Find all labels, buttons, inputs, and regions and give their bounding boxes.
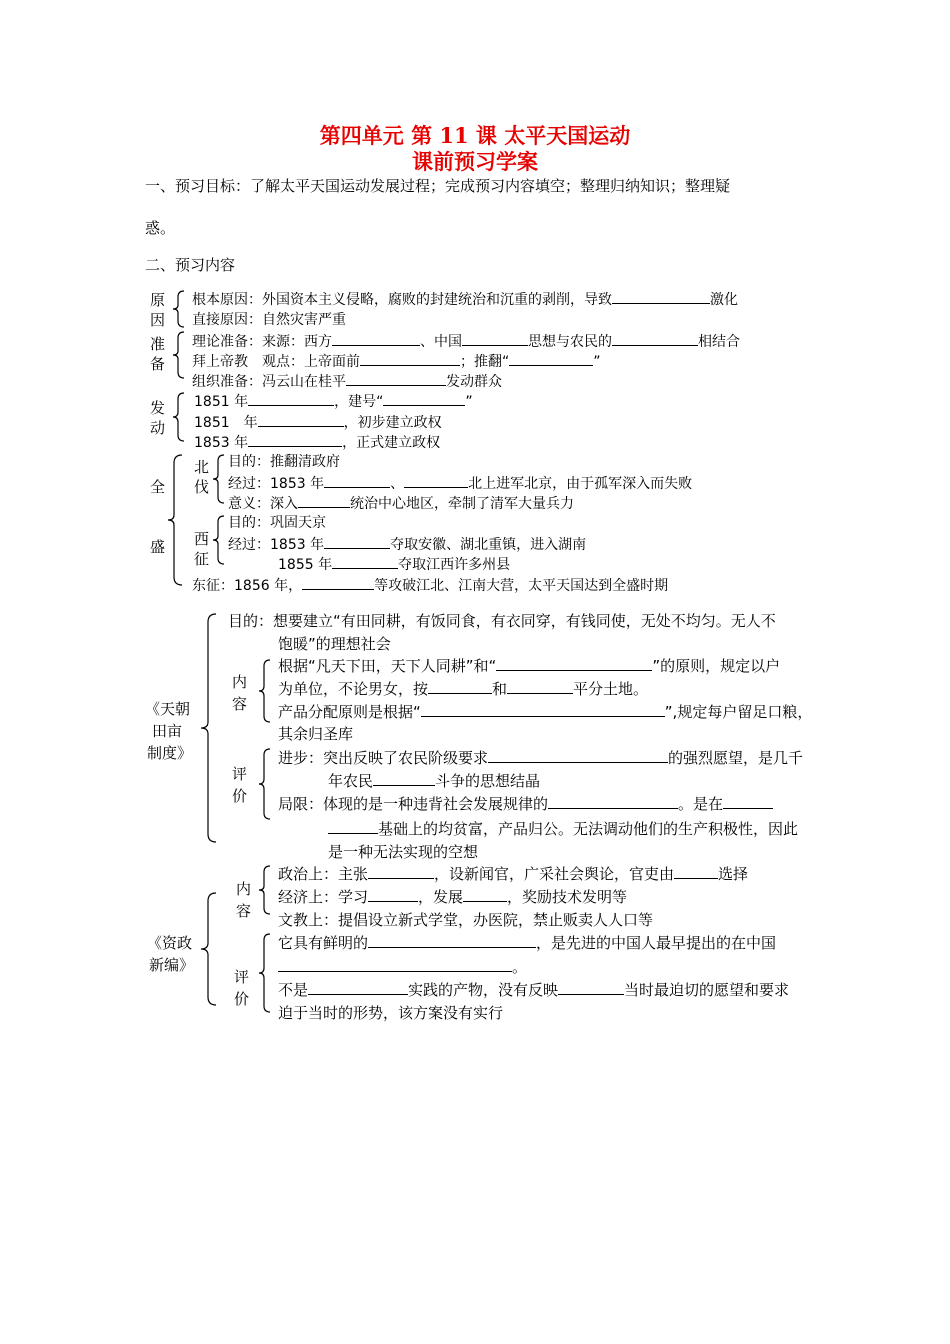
tianchao-eval-line-1	[278, 748, 803, 768]
org-prep-text: 组织准备：冯云山在桂平	[192, 374, 346, 390]
root-cause-line	[192, 289, 738, 309]
tianchao-eval-text: 。是在	[678, 795, 724, 813]
zizheng-eval-text: 实践的产物，没有反映	[408, 981, 559, 999]
side-quansheng-2: 盛	[150, 538, 166, 556]
brace-beifa	[213, 455, 224, 503]
brace-zizheng	[201, 893, 216, 1005]
brace-tianchao-eval	[259, 749, 270, 819]
tianchao-eval-text: 进步：突出反映了农民阶级要求	[278, 749, 489, 767]
side-zizheng-content-2: 容	[236, 902, 252, 920]
blank-field[interactable]	[324, 473, 390, 488]
northern-meaning-text: 统治中心地区，牵制了清军大量兵力	[350, 496, 574, 512]
brace-zizheng-content	[259, 866, 270, 914]
side-yuanyin-2: 因	[150, 311, 166, 329]
tianchao-eval-line-5: 是一种无法实现的空想	[328, 843, 479, 861]
tianchao-content-text: 为单位，不论男女，按	[278, 680, 429, 698]
blank-field[interactable]	[258, 412, 344, 427]
blank-field[interactable]	[332, 331, 420, 346]
zizheng-economy-line	[278, 887, 627, 907]
zizheng-content-text: 经济上：学习	[278, 888, 369, 906]
tianchao-content-line-2	[278, 679, 648, 699]
tianchao-content-line-4: 其余归圣库	[278, 725, 354, 743]
side-zizheng-eval-1: 评	[234, 968, 250, 986]
launch-text: ，初步建立政权	[343, 415, 442, 431]
western-process-text: 夺取安徽、湖北重镇，进入湖南	[390, 537, 587, 553]
brace-zizheng-eval	[259, 934, 270, 1012]
zizheng-eval-line-2	[278, 957, 527, 977]
zizheng-eval-text: 当时最迫切的愿望和要求	[624, 981, 790, 999]
blank-field[interactable]	[278, 957, 512, 972]
tianchao-eval-line-2	[328, 771, 540, 791]
blank-field[interactable]	[248, 432, 342, 447]
northern-process-line	[228, 473, 692, 493]
zizheng-eval-line-1	[278, 933, 776, 953]
northern-process-text: 、	[390, 476, 405, 492]
zizheng-content-text: ，奖励技术发明等	[507, 888, 628, 906]
side-yuanyin-1: 原	[150, 291, 166, 309]
blank-field[interactable]	[462, 331, 528, 346]
blank-field[interactable]	[383, 391, 465, 406]
zizheng-eval-text: 不是	[278, 981, 309, 999]
eastern-line	[192, 575, 668, 595]
blank-field[interactable]	[302, 575, 374, 590]
blank-field[interactable]	[507, 679, 573, 694]
blank-field[interactable]	[548, 794, 678, 809]
zizheng-politics-line	[278, 864, 748, 884]
tianchao-content-text: 平分土地。	[573, 680, 649, 698]
side-tianchao-eval-2: 价	[232, 787, 248, 805]
tianchao-content-text: 产品分配原则是根据“	[278, 703, 421, 721]
org-prep-text: 发动群众	[446, 374, 502, 390]
theory-prep-text: 思想与农民的	[528, 334, 612, 350]
western-process-text: 经过：1853 年	[228, 537, 325, 553]
western-aim: 目的：巩固天京	[228, 515, 326, 531]
side-quansheng-1: 全	[150, 478, 166, 496]
northern-meaning-line	[228, 493, 574, 513]
brace-quansheng	[168, 455, 182, 585]
tianchao-eval-line-4	[328, 819, 798, 839]
launch-text: ”	[465, 394, 473, 410]
launch-line-1	[194, 391, 473, 411]
blank-field[interactable]	[328, 819, 378, 834]
blank-field[interactable]	[558, 980, 624, 995]
blank-field[interactable]	[308, 980, 408, 995]
blank-field[interactable]	[463, 887, 507, 902]
blank-field[interactable]	[723, 794, 773, 809]
blank-field[interactable]	[368, 933, 536, 948]
launch-line-2	[194, 412, 442, 432]
tianchao-content-line-1	[278, 656, 780, 676]
theory-prep-line	[192, 331, 740, 351]
tianchao-aim-1: 目的：想要建立“有田同耕，有饭同食，有衣同穿，有钱同使，无处不均匀。无人不	[228, 612, 776, 630]
tianchao-content-text: 根据“凡天下田，天下人同耕”和“	[278, 657, 497, 675]
eastern-text: 东征：1856 年，	[192, 578, 303, 594]
tianchao-eval-text: 基础上的均贫富，产品归公。无法调动他们的生产积极性，因此	[378, 820, 799, 838]
blank-field[interactable]	[248, 391, 334, 406]
blank-field[interactable]	[509, 351, 593, 366]
blank-field[interactable]	[324, 534, 390, 549]
launch-text: ，正式建立政权	[342, 435, 441, 451]
blank-field[interactable]	[368, 864, 434, 879]
western-process-line	[228, 534, 586, 554]
preview-goal-line2: 惑。	[145, 219, 176, 237]
side-fadong-1: 发	[150, 399, 166, 417]
blank-field[interactable]	[298, 493, 350, 508]
side-xizheng-1: 西	[194, 530, 210, 548]
tianchao-aim-2: 饱暖”的理想社会	[278, 635, 391, 653]
brace-fadong	[173, 393, 184, 441]
zizheng-content-text: 选择	[718, 865, 749, 883]
tianchao-content-line-3	[278, 702, 812, 722]
blank-field[interactable]	[346, 371, 446, 386]
zizheng-eval-text: 。	[512, 958, 528, 976]
zizheng-eval-text: 它具有鲜明的	[278, 934, 369, 952]
tianchao-eval-text: 局限：体现的是一种违背社会发展规律的	[278, 795, 549, 813]
blank-field[interactable]	[496, 656, 652, 671]
tianchao-eval-text: 年农民	[328, 772, 374, 790]
blank-field[interactable]	[674, 864, 718, 879]
blank-field[interactable]	[368, 887, 418, 902]
god-worship-text: 拜上帝教 观点：上帝面前	[192, 354, 360, 370]
western-process-text: 1855 年	[278, 557, 333, 573]
side-xizheng-2: 征	[194, 550, 210, 568]
tianchao-eval-line-3	[278, 794, 773, 814]
brace-tianchao	[201, 614, 216, 842]
side-tianchao-2: 田亩	[152, 722, 183, 740]
brace-yuanyin	[173, 291, 184, 327]
god-worship-line	[192, 351, 601, 371]
side-tianchao-content-2: 容	[232, 695, 248, 713]
tianchao-content-text: 和	[492, 680, 508, 698]
eastern-text: 等攻破江北、江南大营，太平天国达到全盛时期	[374, 578, 669, 594]
side-tianchao-3: 制度》	[147, 744, 193, 762]
tianchao-eval-text: 的强烈愿望，是几千	[668, 749, 804, 767]
theory-prep-text: 理论准备：来源：西方	[192, 334, 332, 350]
god-worship-text: ”	[593, 354, 601, 370]
theory-prep-text: 相结合	[698, 334, 740, 350]
launch-text: 1851 年	[194, 394, 249, 410]
blank-field[interactable]	[404, 473, 468, 488]
zizheng-eval-line-3	[278, 980, 789, 1000]
zizheng-eval-line-4: 迫于当时的形势，该方案没有实行	[278, 1004, 504, 1022]
side-fadong-2: 动	[150, 419, 166, 437]
side-tianchao-eval-1: 评	[232, 765, 248, 783]
preview-goal-line1: 一、预习目标：了解太平天国运动发展过程；完成预习内容填空；整理归纳知识；整理疑	[145, 177, 731, 195]
brace-xizheng	[213, 516, 224, 564]
zizheng-content-text: ，发展	[418, 888, 464, 906]
root-cause-text: 根本原因：外国资本主义侵略，腐败的封建统治和沉重的剥削，导致	[192, 292, 612, 308]
page-subtitle: 课前预习学案	[412, 149, 538, 174]
side-tianchao-1: 《天朝	[145, 700, 191, 718]
northern-process-text: 北上进军北京，由于孤军深入而失败	[468, 476, 693, 492]
blank-field[interactable]	[360, 351, 460, 366]
zizheng-content-text: ，设新闻官，广采社会舆论，官吏由	[434, 865, 675, 883]
side-zhunbei-1: 准	[150, 335, 166, 353]
launch-line-3	[194, 432, 440, 452]
northern-meaning-text: 意义：深入	[228, 496, 298, 512]
side-zizheng-2: 新编》	[149, 956, 195, 974]
side-beifa-1: 北	[194, 458, 210, 476]
side-zizheng-1: 《资政	[147, 934, 193, 952]
blank-field[interactable]	[612, 289, 710, 304]
blank-field[interactable]	[332, 554, 398, 569]
org-prep-line	[192, 371, 502, 391]
root-cause-tail: 激化	[710, 292, 738, 308]
side-beifa-2: 伐	[194, 478, 210, 496]
blank-field[interactable]	[428, 679, 492, 694]
theory-prep-text: 、中国	[420, 334, 462, 350]
launch-text: ，建号“	[334, 394, 384, 410]
side-zizheng-content-1: 内	[236, 880, 252, 898]
zizheng-culture-line: 文教上：提倡设立新式学堂，办医院，禁止贩卖人人口等	[278, 911, 654, 929]
brace-zhunbei	[173, 332, 184, 378]
blank-field[interactable]	[373, 771, 435, 786]
launch-text: 1851 年	[194, 415, 258, 431]
direct-cause: 直接原因：自然灾害严重	[192, 312, 346, 328]
tianchao-content-text: ”,规定每户留足口粮，	[664, 703, 813, 721]
zizheng-eval-text: ，是先进的中国人最早提出的在中国	[536, 934, 777, 952]
blank-field[interactable]	[421, 702, 665, 717]
blank-field[interactable]	[612, 331, 698, 346]
tianchao-eval-text: 斗争的思想结晶	[435, 772, 541, 790]
section2-heading: 二、预习内容	[145, 256, 236, 274]
tianchao-content-text: ”的原则，规定以户	[652, 657, 781, 675]
zizheng-content-text: 政治上：主张	[278, 865, 369, 883]
god-worship-text: ；推翻“	[460, 354, 510, 370]
launch-text: 1853 年	[194, 435, 249, 451]
brace-tianchao-content	[259, 660, 270, 722]
side-zhunbei-2: 备	[150, 355, 166, 373]
side-zizheng-eval-2: 价	[234, 990, 250, 1008]
western-process-text: 夺取江西许多州县	[398, 557, 511, 573]
western-process-line-2	[278, 554, 510, 574]
blank-field[interactable]	[488, 748, 668, 763]
northern-aim: 目的：推翻清政府	[228, 454, 340, 470]
side-tianchao-content-1: 内	[232, 673, 248, 691]
page-title: 第四单元 第 11 课 太平天国运动	[319, 123, 631, 148]
northern-process-text: 经过：1853 年	[228, 476, 325, 492]
